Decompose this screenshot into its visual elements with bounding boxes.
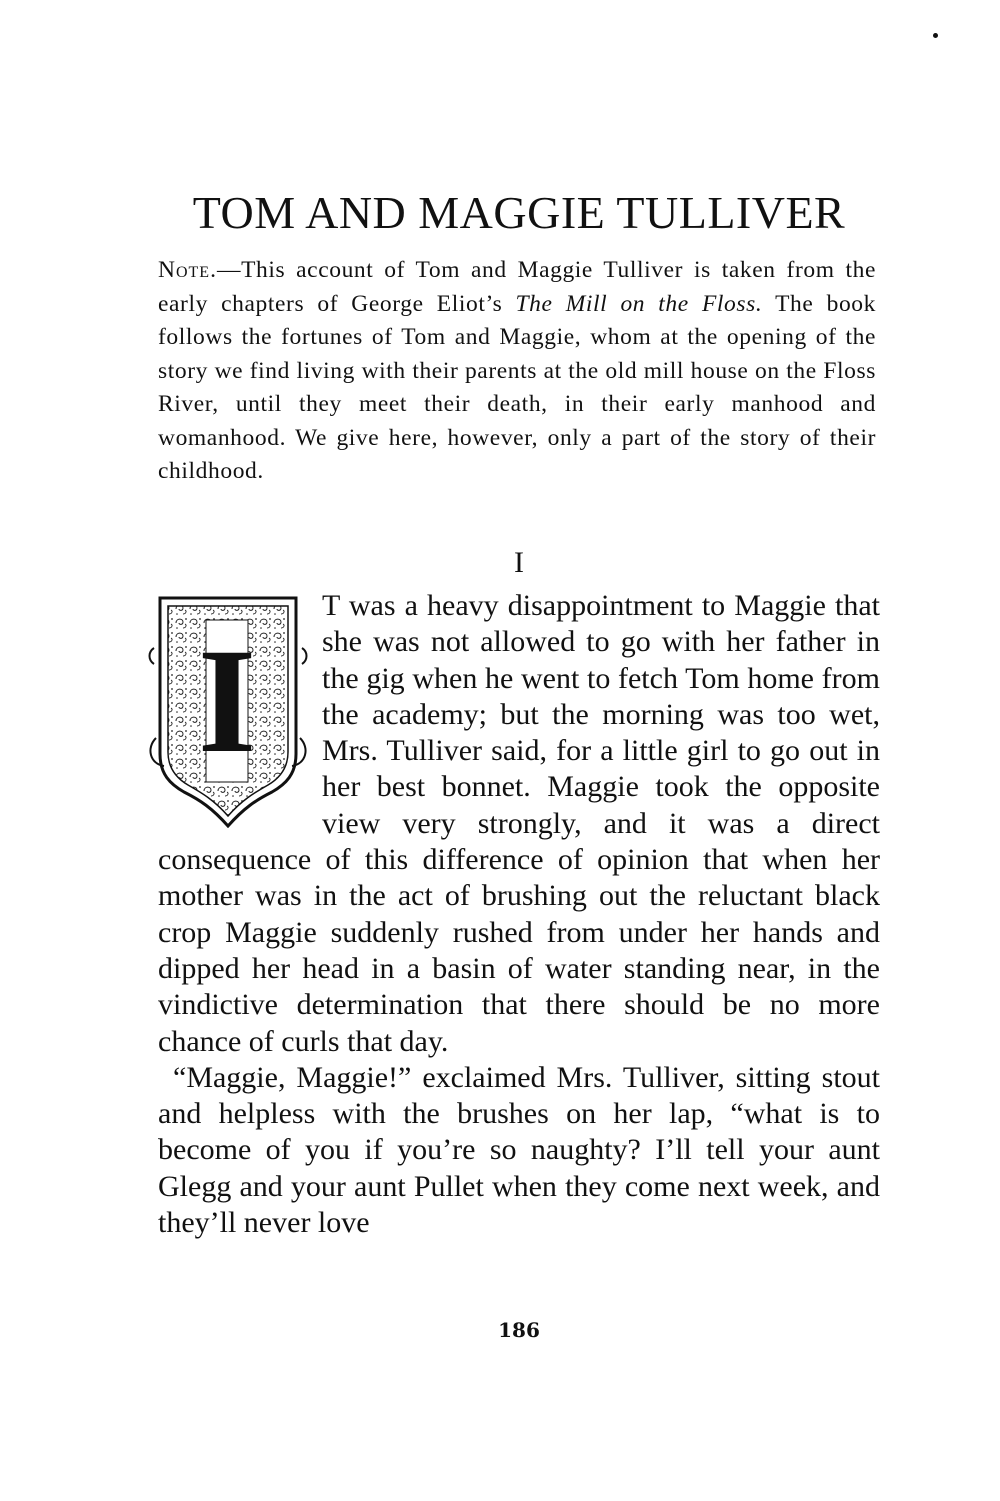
- editorial-note: [158, 254, 876, 489]
- note-dash: —: [216, 257, 242, 283]
- note-label: Note.: [158, 257, 217, 283]
- drop-cap-letter: I: [197, 618, 257, 784]
- paragraph-1: T was a heavy disappointment to Maggie that she was not allowed to go with her father in the gig when he went to fetch Tom home from the academy; but the morning was too wet, Mrs. Tulliver said, for a little girl to go out in her best bonnet. Maggie took the opposite view very strongly, and it was a direct consequence of this difference of opinion that when her mother was in the act of brushing out the reluctant black crop Maggie suddenly rushed from under her hands and dipped her head in a basin of water standing near, in the vindictive determination that there should be no more chance of curls that day.: [158, 589, 880, 1058]
- paragraph-2: “Maggie, Maggie!” exclaimed Mrs. Tulliver, sitting stout and helpless with the brushes on her lap, “what is to become of you if you’re so naughty? I’ll tell your aunt Glegg and your aunt Pullet when they come next week, and they’ll never love: [158, 1060, 880, 1240]
- print-speck: [933, 33, 938, 38]
- page-number: 186: [498, 1318, 540, 1342]
- note-text-end: The book follows the fortunes of Tom and Maggie, whom at the opening of the story we find living with their parents at the old mill house on the Floss River, until they meet their death, in their early manhood and womanhood. We give here, however, only a part of the story of their childhood.: [158, 290, 876, 484]
- page-title: TOM AND MAGGIE TULLIVER: [192, 187, 846, 238]
- note-book-title: The Mill on the Floss.: [515, 290, 763, 317]
- note-text-start: This account of Tom and Maggie Tulliver is taken from the early chapters of George Eliot’s: [158, 257, 876, 317]
- drop-cap-ornament: [146, 588, 312, 828]
- story-text: [158, 588, 880, 1241]
- chapter-number: I: [514, 546, 524, 579]
